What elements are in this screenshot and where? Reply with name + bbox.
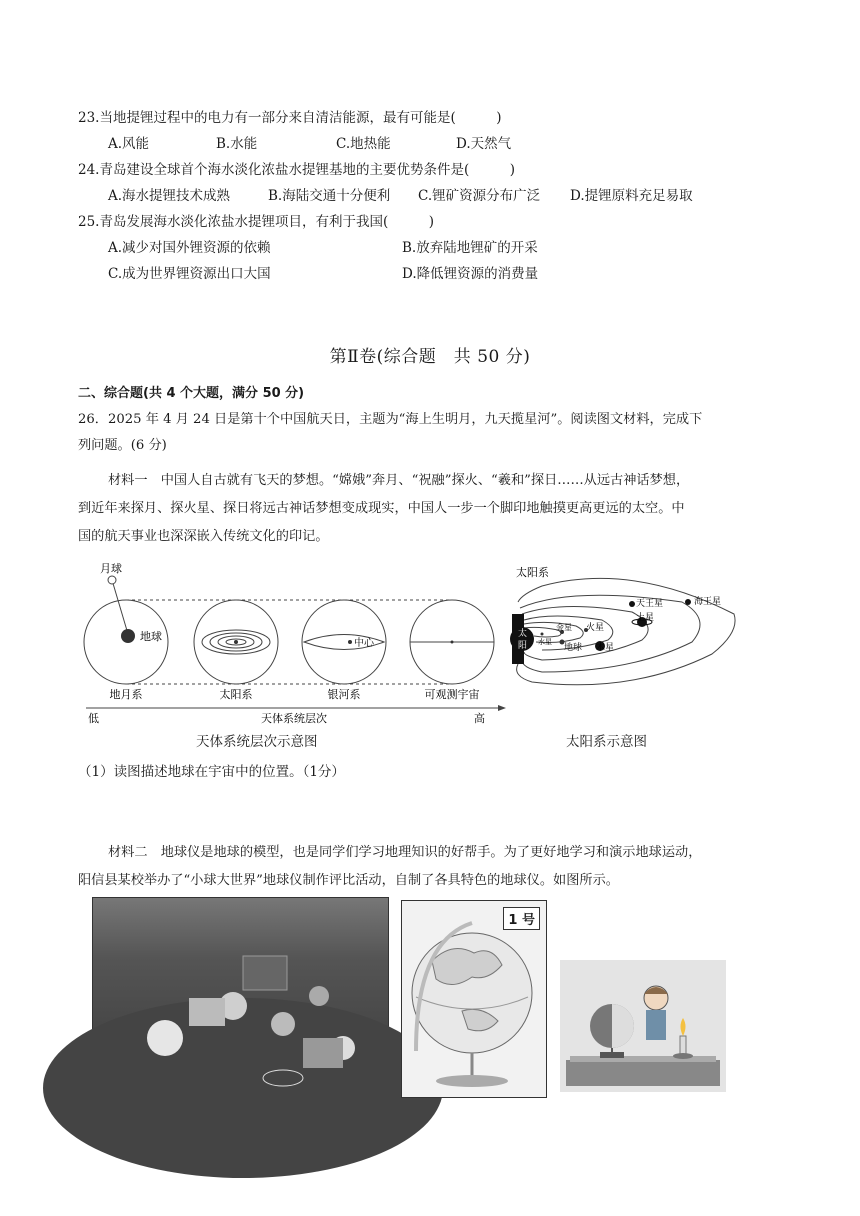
sun-label-1: 太 — [518, 629, 528, 639]
mercury-label: 水星 — [538, 638, 552, 646]
neptune-label: 海王星 — [694, 597, 722, 607]
material2-line2: 阳信县某校举办了“小球大世界”地球仪制作评比活动，自制了各具特色的地球仪。如图所示。 — [78, 873, 619, 888]
uranus-label: 天王星 — [636, 599, 664, 609]
boy-globe-illustration — [560, 960, 726, 1092]
globe-number-tag: 1 号 — [503, 907, 540, 930]
center-label: 中心 — [354, 638, 374, 649]
q24-option-b: B.海陆交通十分便利 — [268, 188, 391, 204]
q25-stem: 25.青岛发展海水淡化浓盐水提锂项目，有利于我国( ) — [78, 214, 435, 230]
q26-intro-line2: 列问题。(6 分) — [78, 438, 167, 453]
q24-option-d: D.提锂原料充足易取 — [570, 188, 693, 204]
material2-line1: 材料二 地球仪是地球的模型，也是同学们学习地理知识的好帮手。为了更好地学习和演示地球运动， — [108, 845, 702, 860]
q25-option-b: B.放弃陆地锂矿的开采 — [402, 240, 538, 256]
q23-option-a: A.风能 — [108, 136, 150, 152]
globe-no1-photo — [401, 900, 547, 1098]
material1-line3: 国的航天事业也深深嵌入传统文化的印记。 — [78, 529, 329, 544]
axis-label: 天体系统层次 — [261, 712, 327, 725]
q24-option-a: A.海水提锂技术成熟 — [108, 188, 231, 204]
moon-label: 月球 — [100, 562, 122, 575]
sun-label-2: 阳 — [518, 641, 528, 651]
celestial-hierarchy-diagram — [78, 562, 510, 725]
saturn-label: 土星 — [636, 613, 655, 623]
q23-option-d: D.天然气 — [456, 136, 512, 152]
hierarchy-caption: 天体系统层次示意图 — [196, 734, 318, 750]
axis-high-label: 高 — [474, 712, 485, 725]
system-label-galaxy: 银河系 — [327, 688, 361, 701]
q23-option-b: B.水能 — [216, 136, 258, 152]
q25-option-a: A.减少对国外锂资源的依赖 — [108, 240, 271, 256]
mars-label: 火星 — [586, 623, 605, 633]
jupiter-label: 木星 — [596, 643, 615, 653]
system-label-universe: 可观测宇宙 — [424, 688, 480, 701]
material1-line1: 材料一 中国人自古就有飞天的梦想。“嫦娥”奔月、“祝融”探火、“羲和”探日……从远古神话梦想， — [108, 473, 690, 488]
system-label-solar: 太阳系 — [219, 688, 253, 701]
q26-intro-line1: 26．2025 年 4 月 24 日是第十个中国航天日，主题为“海上生明月，九天揽星河”。阅读图文材料，完成下 — [78, 412, 703, 427]
material1-line2: 到近年来探月、探火星、探日将远古神话梦想变成现实，中国人一步一个脚印地触摸更高更远的太空。中 — [78, 501, 685, 516]
q23-option-c: C.地热能 — [336, 136, 391, 152]
globe-illustration — [402, 901, 546, 1097]
section-title: 第Ⅱ卷(综合题 共 50 分) — [329, 347, 531, 367]
section-heading: 二、综合题(共 4 个大题，满分 50 分) — [78, 386, 305, 401]
q24-option-c: C.锂矿资源分布广泛 — [418, 188, 541, 204]
globe-exhibition-photo — [92, 897, 389, 1098]
q23-stem: 23.当地提锂过程中的电力有一部分来自清洁能源，最有可能是( ) — [78, 110, 502, 126]
exhibition-illustration — [93, 898, 388, 1097]
axis-low-label: 低 — [88, 712, 99, 725]
q25-option-c: C.成为世界锂资源出口大国 — [108, 266, 271, 282]
q24-stem: 24.青岛建设全球首个海水淡化浓盐水提锂基地的主要优势条件是( ) — [78, 162, 516, 178]
q26-sub1: （1）读图描述地球在宇宙中的位置。（1分） — [78, 764, 345, 780]
venus-label: 金星 — [556, 623, 572, 632]
solar-title: 太阳系 — [516, 566, 549, 579]
q25-option-d: D.降低锂资源的消费量 — [402, 266, 539, 282]
system-label-earth-moon: 地月系 — [109, 688, 143, 701]
solar-caption: 太阳系示意图 — [566, 734, 647, 750]
solar-system-diagram — [512, 564, 740, 714]
earth-label: 地球 — [140, 630, 162, 643]
earth-planet-label: 地球 — [564, 643, 583, 653]
boy-globe-candle-illustration — [560, 960, 726, 1092]
